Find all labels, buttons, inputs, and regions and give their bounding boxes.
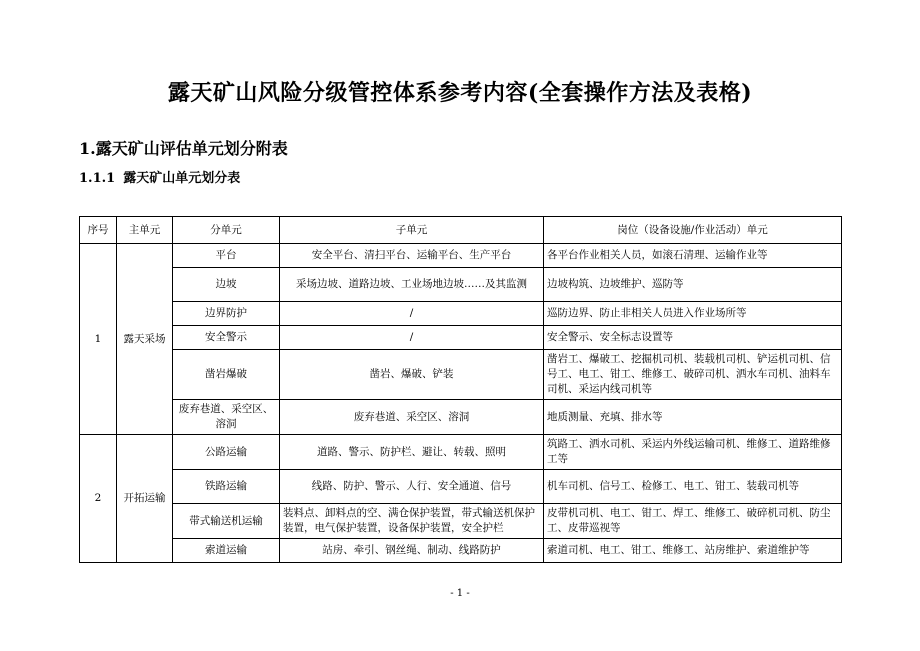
sub-unit: 铁路运输	[173, 470, 280, 504]
post-unit: 机车司机、信号工、检修工、电工、钳工、装载司机等	[544, 470, 842, 504]
post-unit: 边坡构筑、边坡维护、巡防等	[544, 268, 842, 302]
table-row	[80, 470, 842, 504]
table-row	[80, 244, 842, 268]
sub-unit: 公路运输	[173, 435, 280, 470]
child-unit: 站房、牵引、钢丝绳、制动、线路防护	[280, 539, 544, 563]
header-post-unit: 岗位（设备设施/作业活动）单元	[544, 217, 842, 244]
child-unit: 安全平台、清扫平台、运输平台、生产平台	[280, 244, 544, 268]
table-row	[80, 504, 842, 539]
section-heading: 1.露天矿山评估单元划分附表	[79, 139, 288, 158]
subsection-heading	[79, 167, 240, 186]
table-header-row	[80, 217, 842, 244]
subsection-number: 1.1.1	[79, 171, 116, 186]
main-unit: 开拓运输	[117, 435, 173, 563]
table-row	[80, 268, 842, 302]
child-unit: 采场边坡、道路边坡、工业场地边坡……及其监测	[280, 268, 544, 302]
main-unit: 露天采场	[117, 244, 173, 435]
unit-division-table	[79, 216, 842, 563]
sub-unit: 废弃巷道、采空区、溶洞	[173, 400, 280, 435]
post-unit: 皮带机司机、电工、钳工、焊工、维修工、破碎机司机、防尘工、皮带巡视等	[544, 504, 842, 539]
sub-unit: 凿岩爆破	[173, 350, 280, 400]
table-row	[80, 400, 842, 435]
sub-unit: 索道运输	[173, 539, 280, 563]
sub-unit: 边坡	[173, 268, 280, 302]
child-unit: /	[280, 326, 544, 350]
child-unit: 装料点、卸料点的空、满仓保护装置，带式输送机保护装置，电气保护装置，设备保护装置，安全护栏	[280, 504, 544, 539]
page-number: - 1 -	[450, 588, 470, 599]
table-row	[80, 302, 842, 326]
header-child-unit: 子单元	[280, 217, 544, 244]
header-sub-unit: 分单元	[173, 217, 280, 244]
table-row	[80, 350, 842, 400]
sub-unit: 边界防护	[173, 302, 280, 326]
post-unit: 地质测量、充填、排水等	[544, 400, 842, 435]
table-row	[80, 326, 842, 350]
table-row	[80, 539, 842, 563]
child-unit: 废弃巷道、采空区、溶洞	[280, 400, 544, 435]
post-unit: 筑路工、洒水司机、采运内外线运输司机、维修工、道路维修工等	[544, 435, 842, 470]
child-unit: 道路、警示、防护栏、避让、转载、照明	[280, 435, 544, 470]
row-number: 1	[80, 244, 117, 435]
sub-unit: 平台	[173, 244, 280, 268]
row-number: 2	[80, 435, 117, 563]
post-unit: 凿岩工、爆破工、挖掘机司机、装载机司机、铲运机司机、信号工、电工、钳工、维修工、破碎司机、洒水车司机、油料车司机、采运内线司机等	[544, 350, 842, 400]
post-unit: 巡防边界、防止非相关人员进入作业场所等	[544, 302, 842, 326]
post-unit: 安全警示、安全标志设置等	[544, 326, 842, 350]
header-no: 序号	[80, 217, 117, 244]
sub-unit: 安全警示	[173, 326, 280, 350]
child-unit: 凿岩、爆破、铲装	[280, 350, 544, 400]
post-unit: 索道司机、电工、钳工、维修工、站房维护、索道维护等	[544, 539, 842, 563]
post-unit: 各平台作业相关人员，如滚石清理、运输作业等	[544, 244, 842, 268]
subsection-title: 露天矿山单元划分表	[123, 171, 241, 186]
child-unit: /	[280, 302, 544, 326]
sub-unit: 带式输送机运输	[173, 504, 280, 539]
table-row	[80, 435, 842, 470]
child-unit: 线路、防护、警示、人行、安全通道、信号	[280, 470, 544, 504]
header-main-unit: 主单元	[117, 217, 173, 244]
document-title: 露天矿山风险分级管控体系参考内容(全套操作方法及表格)	[167, 80, 753, 106]
